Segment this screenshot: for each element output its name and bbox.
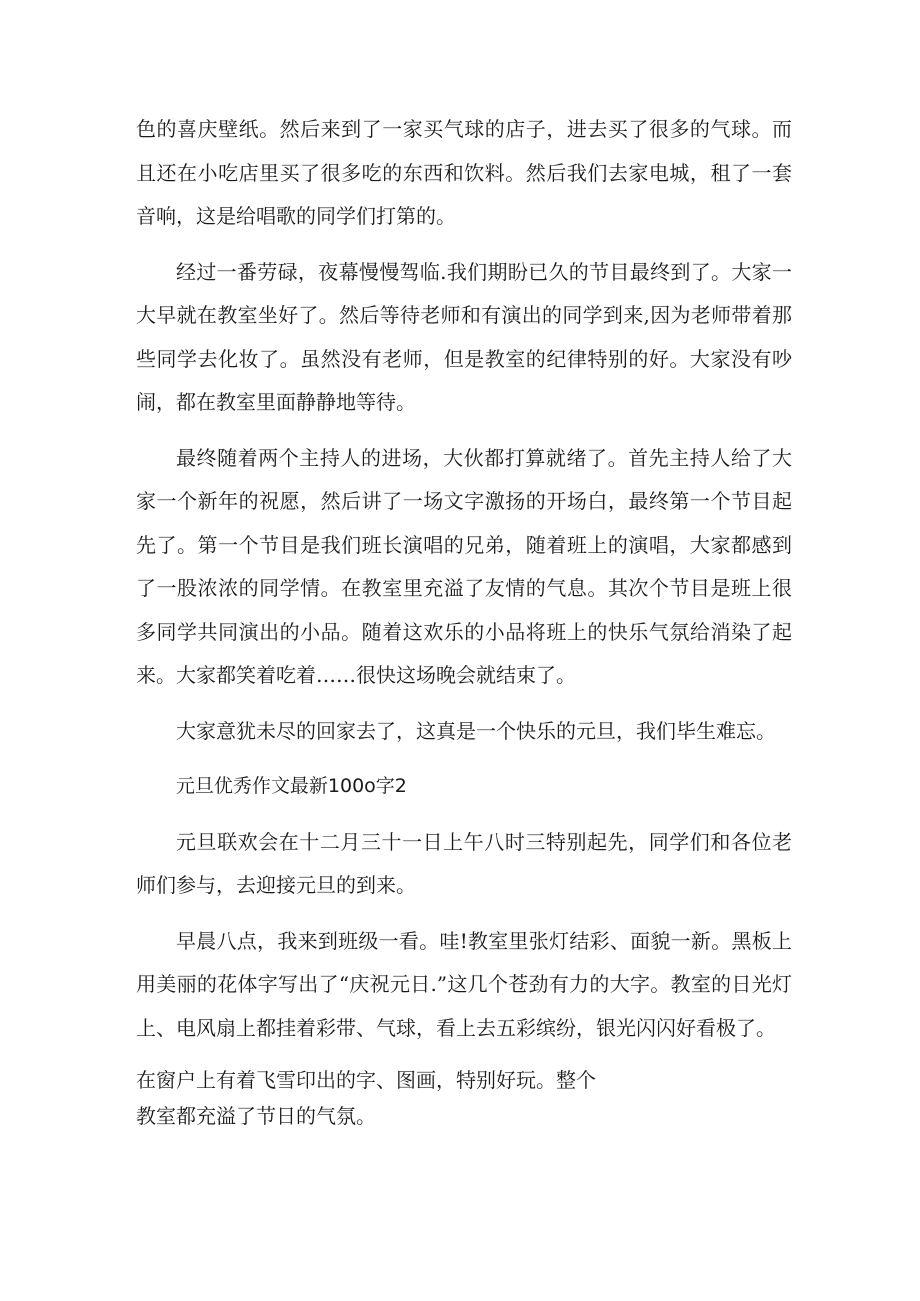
paragraph-5: 元旦联欢会在十二月三十一日上午八时三特别起先，同学们和各位老师们参与，去迎接元旦的到来。 bbox=[136, 829, 792, 897]
tail-line-2: 教室都充溢了节日的气氛。 bbox=[136, 1104, 376, 1128]
paragraph-2: 经过一番劳碌，夜幕慢慢驾临.我们期盼已久的节目最终到了。大家一大早就在教室坐好了。然后等待老师和有演出的同学到来,因为老师带着那些同学去化妆了。虽然没有老师，但是教室的纪律特别的好。大家没有吵闹，都在教室里面静静地等待。 bbox=[136, 259, 792, 414]
paragraph-1: 色的喜庆壁纸。然后来到了一家买气球的店子，进去买了很多的气球。而且还在小吃店里买了很多吃的东西和饮料。然后我们去家电城，租了一套音响，这是给唱歌的同学们打第的。 bbox=[136, 117, 792, 228]
tail-line-1: 在窗户上有着飞雪印出的字、图画，特别好玩。整个 bbox=[136, 1068, 596, 1092]
paragraph-4: 大家意犹未尽的回家去了，这真是一个快乐的元旦，我们毕生难忘。 bbox=[176, 718, 776, 743]
section-heading: 元旦优秀作文最新100o字2 bbox=[175, 775, 407, 797]
paragraph-6: 早晨八点，我来到班级一看。哇!教室里张灯结彩、面貌一新。黑板上用美丽的花体字写出了“庆祝元日.”这几个苍劲有力的大字。教室的日光灯上、电风扇上都挂着彩带、气球，看上去五彩缤纷，银光闪闪好看极了。 bbox=[136, 928, 792, 1040]
document-body bbox=[136, 108, 792, 1134]
paragraph-3: 最终随着两个主持人的进场，大伙都打算就绪了。首先主持人给了大家一个新年的祝愿，然后讲了一场文字激扬的开场白，最终第一个节目起先了。第一个节目是我们班长演唱的兄弟，随着班上的演唱，大家都感到了一股浓浓的同学情。在教室里充溢了友情的气息。其次个节目是班上很多同学共同演出的小品。随着这欢乐的小品将班上的快乐气氛给消染了起来。大家都笑着吃着……很快这场晚会就结束了。 bbox=[136, 445, 792, 687]
